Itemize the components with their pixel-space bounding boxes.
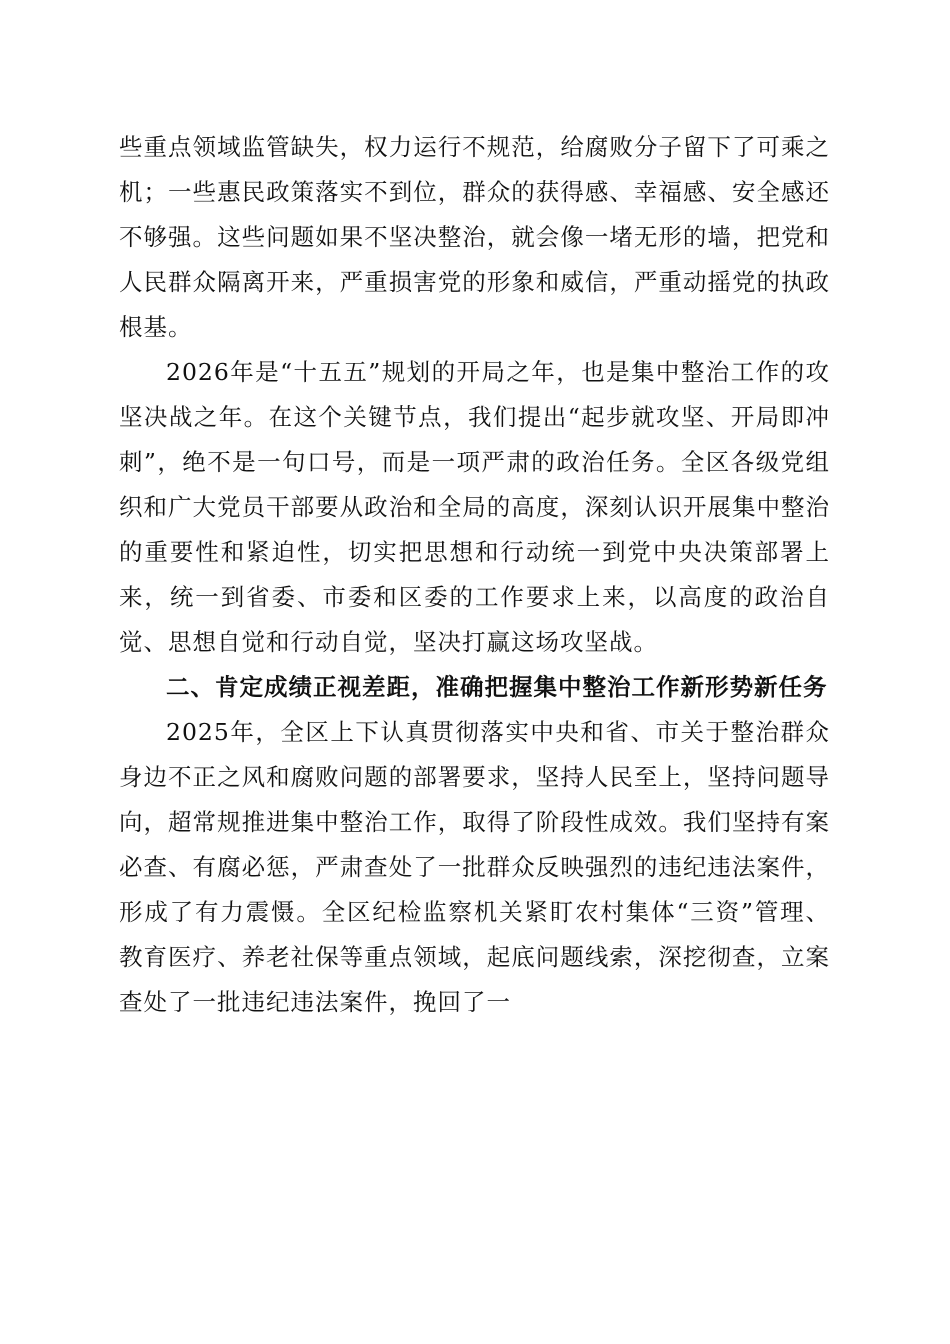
body-text [119, 125, 830, 1025]
paragraph-3: 2025年，全区上下认真贯彻落实中央和省、市关于整治群众身边不正之风和腐败问题的部署要求，坚持人民至上，坚持问题导向，超常规推进集中整治工作，取得了阶段性成效。我们坚持有案必查、有腐必惩，严肃查处了一批群众反映强烈的违纪违法案件，形成了有力震慑。全区纪检监察机关紧盯农村集体“三资”管理、教育医疗、养老社保等重点领域，起底问题线索，深挖彻查，立案查处了一批违纪违法案件，挽回了一 [119, 718, 830, 1016]
paragraph-2: 2026年是“十五五”规划的开局之年，也是集中整治工作的攻坚决战之年。在这个关键节点，我们提出“起步就攻坚、开局即冲刺”，绝不是一句口号，而是一项严肃的政治任务。全区各级党组织和广大党员干部要从政治和全局的高度，深刻认识开展集中整治的重要性和紧迫性，切实把思想和行动统一到党中央决策部署上来，统一到省委、市委和区委的工作要求上来，以高度的政治自觉、思想自觉和行动自觉，坚决打赢这场攻坚战。 [119, 358, 830, 656]
paragraph-1: 些重点领域监管缺失，权力运行不规范，给腐败分子留下了可乘之机；一些惠民政策落实不到位，群众的获得感、幸福感、安全感还不够强。这些问题如果不坚决整治，就会像一堵无形的墙，把党和人民群众隔离开来，严重损害党的形象和威信，严重动摇党的执政根基。 [119, 133, 830, 341]
section-heading: 二、肯定成绩正视差距，准确把握集中整治工作新形势新任务 [166, 673, 828, 701]
